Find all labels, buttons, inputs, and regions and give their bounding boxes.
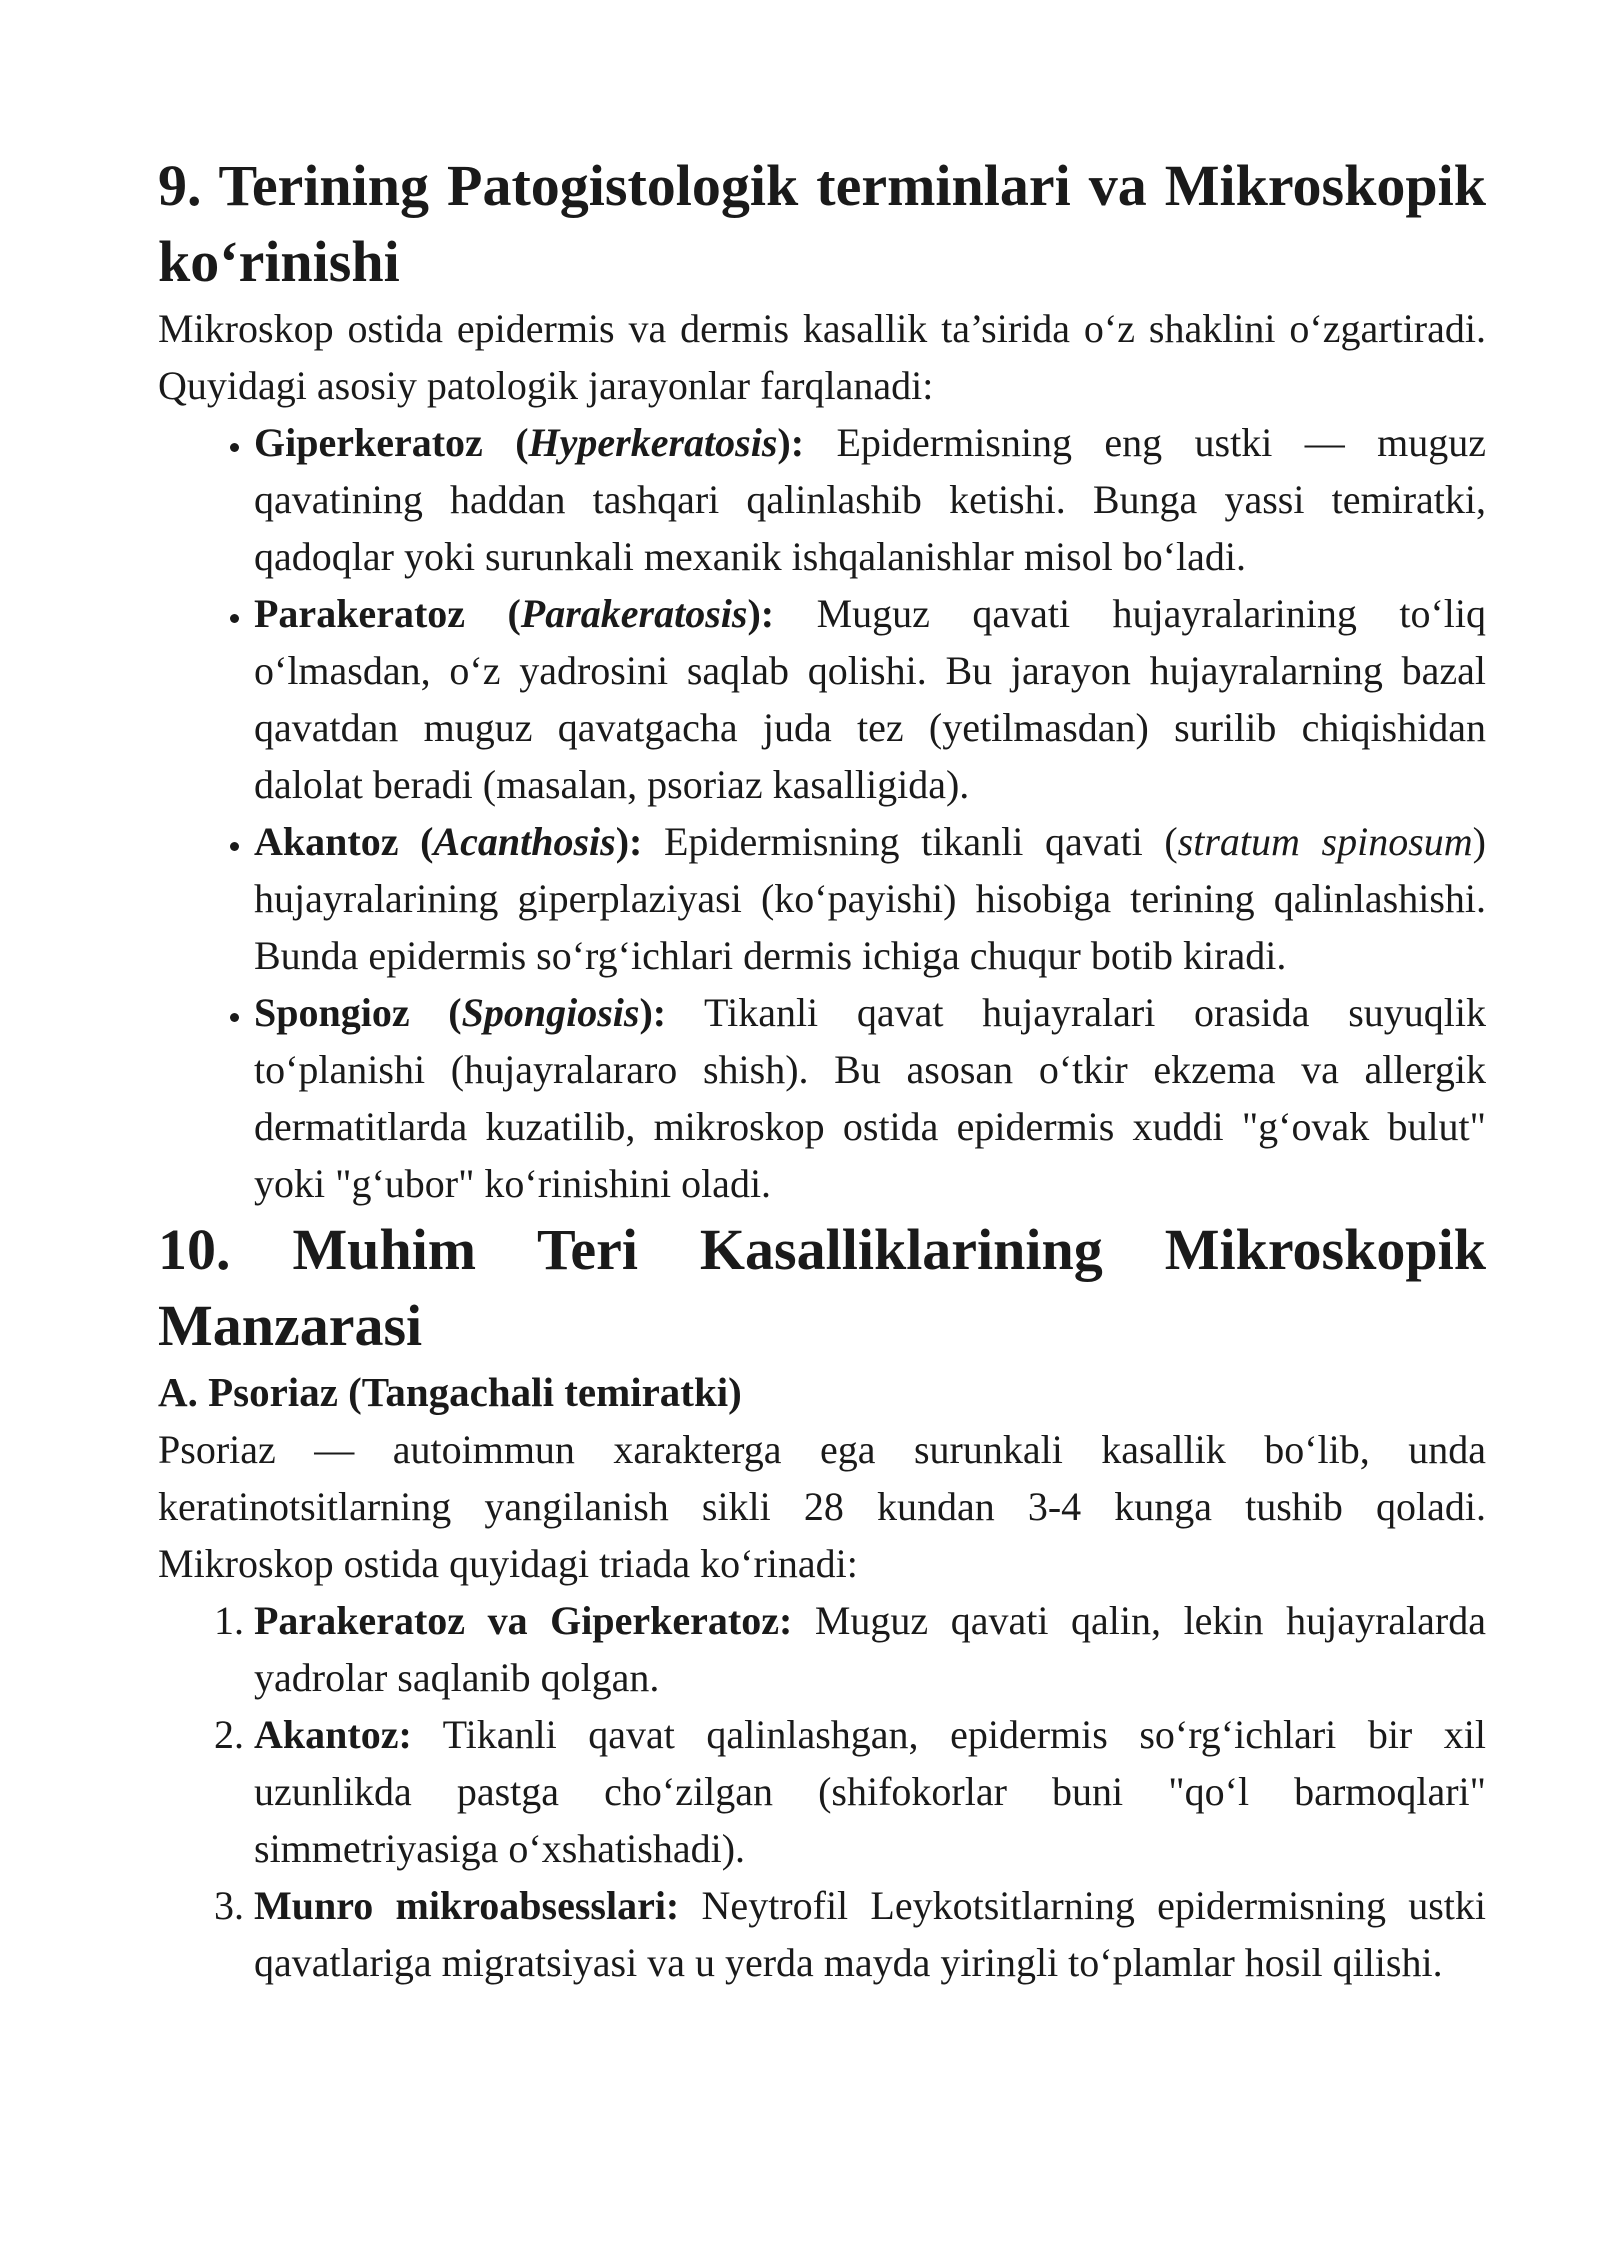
term-latin: Parakeratosis xyxy=(520,591,748,636)
term-name: Spongioz xyxy=(254,990,410,1035)
term-description-italic: stratum spinosum xyxy=(1177,819,1473,864)
term-name: Parakeratoz xyxy=(254,591,466,636)
section-9-intro: Mikroskop ostida epidermis va dermis kasallik ta’sirida o‘z shaklini o‘zgartiradi. Quyidagi asosiy patologik jarayonlar farqlanadi: xyxy=(158,306,1486,408)
list-item-acanthosis: • Akantoz (Acanthosis): Epidermisning tikanli qavati (stratum spinosum) hujayralarining giperplaziyasi (ko‘payishi) hisobiga terining qalinlashishi. Bunda epidermis so‘rg‘ichlari dermis ichiga chuqur botib kiradi. xyxy=(254,813,1486,984)
term-name: Giperkeratoz xyxy=(254,420,483,465)
triad-term: Parakeratoz va Giperkeratoz: xyxy=(254,1598,793,1643)
term-latin: Hyperkeratosis xyxy=(528,420,778,465)
pathology-terms-list xyxy=(158,414,1486,1212)
term-latin: Spongiosis xyxy=(461,990,640,1035)
list-item-spongiosis: • Spongioz (Spongiosis): Tikanli qavat hujayralari orasida suyuqlik to‘planishi (hujayralararo shish). Bu asosan o‘tkir ekzema va allergik dermatitlarda kuzatilib, mikroskop ostida epidermis xuddi "g‘ovak bulut" yoki "g‘ubor" ko‘rinishini oladi. xyxy=(254,984,1486,1212)
triad-term: Akantoz: xyxy=(254,1712,412,1757)
list-item-triad-1 xyxy=(254,1592,1486,1706)
list-item-triad-2 xyxy=(254,1706,1486,1877)
triad-description: Muguz qavati qalin, lekin hujayralarda yadrolar saqlanib qolgan. xyxy=(254,1598,1486,1700)
document-page xyxy=(158,148,1486,1991)
term-description: Muguz qavati hujayralarining to‘liq o‘lmasdan, o‘z yadrosini saqlab qolishi. Bu jarayon hujayralarning bazal qavatdan muguz qavatgacha juda tez (yetilmasdan) surilib chiqishidan dalolat beradi (masalan, psoriaz kasalligida). xyxy=(254,591,1486,807)
triad-term: Munro mikroabsesslari: xyxy=(254,1883,680,1928)
term-description: Tikanli qavat hujayralari orasida suyuqlik to‘planishi (hujayralararo shish). Bu asosan o‘tkir ekzema va allergik dermatitlarda kuzatilib, mikroskop ostida epidermis xuddi "g‘ovak bulut" yoki "g‘ubor" ko‘rinishini oladi. xyxy=(254,990,1486,1206)
section-10-heading: 10. Muhim Teri Kasalliklarining Mikroskopik Manzarasi xyxy=(158,1217,1486,1358)
triad-description: Tikanli qavat qalinlashgan, epidermis so‘rg‘ichlari bir xil uzunlikda pastga cho‘zilgan (shifokorlar buni "qo‘l barmoqlari" simmetriyasiga o‘xshatishadi). xyxy=(254,1712,1487,1871)
section-9-heading: 9. Terining Patogistologik terminlari va Mikroskopik ko‘rinishi xyxy=(158,153,1486,294)
term-description-start: Epidermisning tikanli qavati ( xyxy=(663,819,1178,864)
psoriasis-subheading: A. Psoriaz (Tangachali temiratki) xyxy=(158,1369,742,1415)
list-item-triad-3 xyxy=(254,1877,1486,1991)
psoriasis-triad-list xyxy=(158,1592,1486,1991)
term-description: Epidermisning eng ustki — muguz qavatining haddan tashqari qalinlashib ketishi. Bunga yassi temiratki, qadoqlar yoki surunkali mexanik ishqalanishlar misol bo‘ladi. xyxy=(254,420,1486,579)
term-description-end: ) hujayralarining giperplaziyasi (ko‘payishi) hisobiga terining qalinlashishi. Bunda epidermis so‘rg‘ichlari dermis ichiga chuqur botib kiradi. xyxy=(254,819,1486,978)
triad-description: Neytrofil Leykotsitlarning epidermisning ustki qavatlariga migratsiyasi va u yerda mayda yiringli to‘plamlar hosil qilishi. xyxy=(254,1883,1487,1985)
list-item-parakeratosis: • Parakeratoz (Parakeratosis): Muguz qavati hujayralarining to‘liq o‘lmasdan, o‘z yadrosini saqlab qolishi. Bu jarayon hujayralarning bazal qavatdan muguz qavatgacha juda tez (yetilmasdan) surilib chiqishidan dalolat beradi (masalan, psoriaz kasalligida). xyxy=(254,585,1486,813)
term-name: Akantoz xyxy=(254,819,399,864)
list-item-hyperkeratosis: • Giperkeratoz (Hyperkeratosis): Epidermisning eng ustki — muguz qavatining haddan tashqari qalinlashib ketishi. Bunga yassi temiratki, qadoqlar yoki surunkali mexanik ishqalanishlar misol bo‘ladi. xyxy=(254,414,1486,585)
psoriasis-intro: Psoriaz — autoimmun xarakterga ega surunkali kasallik bo‘lib, unda keratinotsitlarning yangilanish sikli 28 kundan 3-4 kunga tushib qoladi. Mikroskop ostida quyidagi triada ko‘rinadi: xyxy=(158,1427,1486,1586)
term-latin: Acanthosis xyxy=(433,819,616,864)
